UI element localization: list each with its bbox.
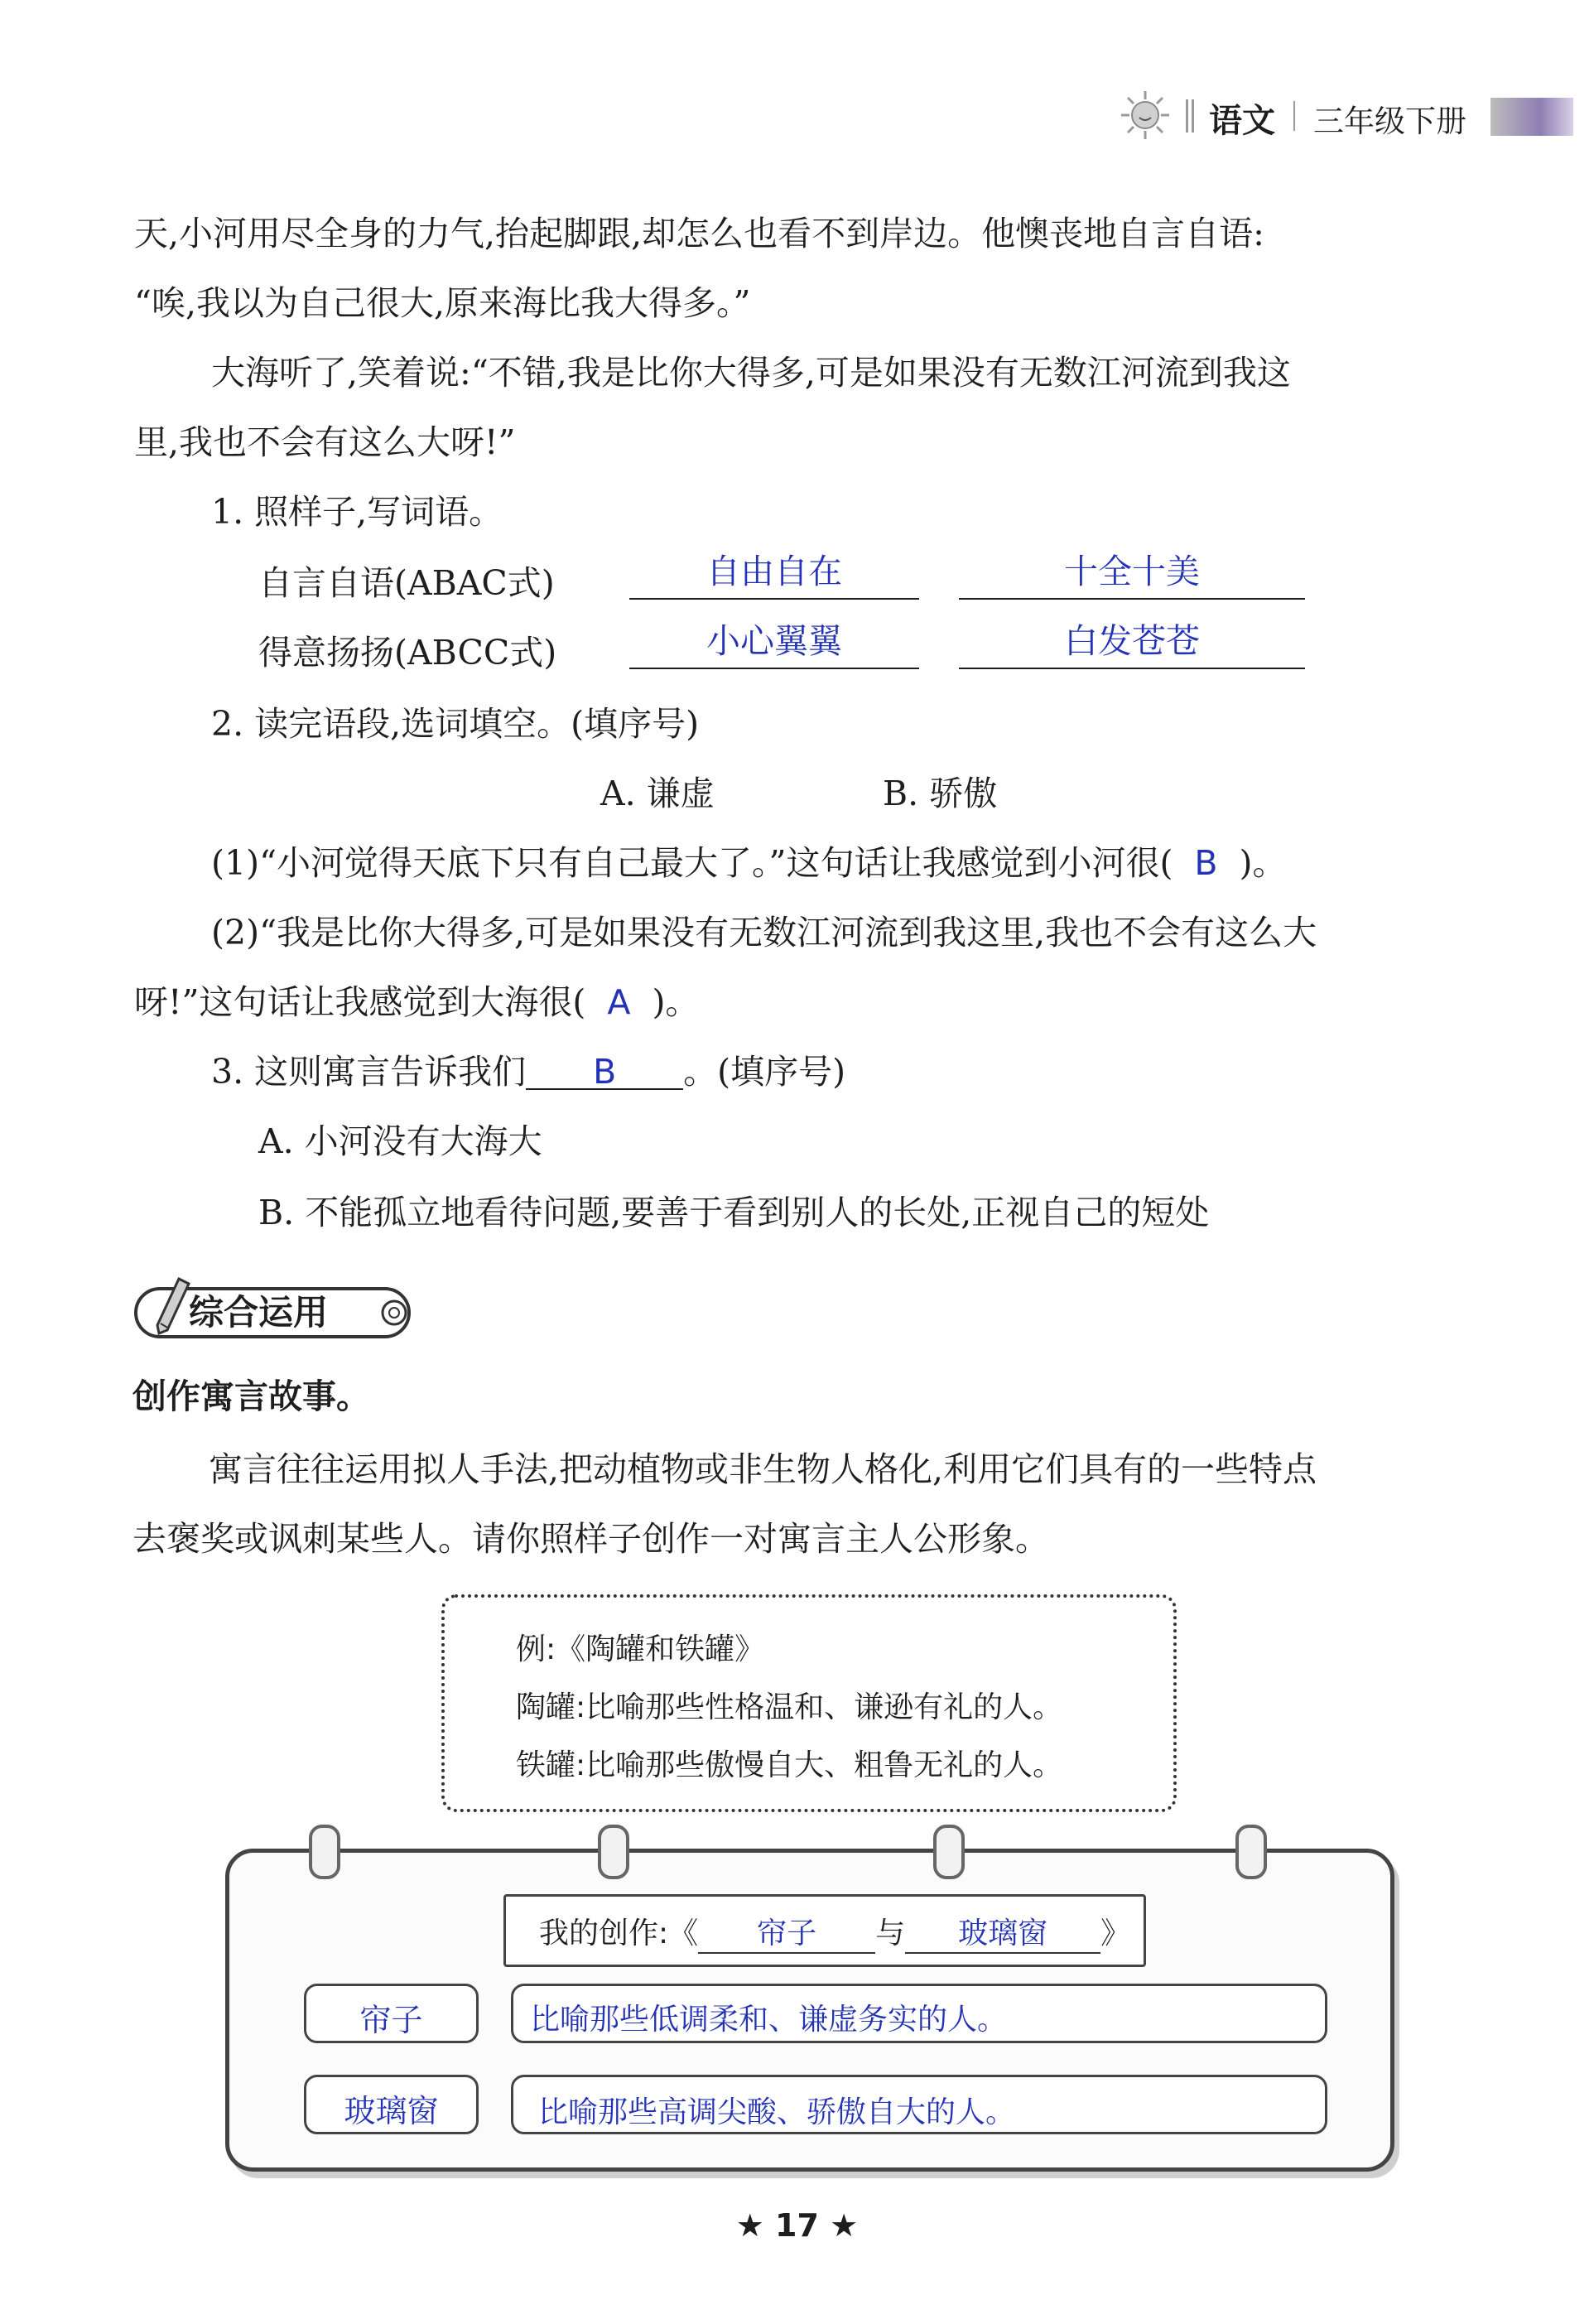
q2-sub2-line: (2)“我是比你大得多,可是如果没有无数江河流到我这里,我也不会有这么大 — [211, 913, 1317, 952]
q3-option-a: A. 小河没有大海大 — [258, 1121, 542, 1161]
subject-label: 语文 — [1209, 102, 1275, 140]
answer-text: A — [607, 982, 631, 1022]
character-description: 比喻那些低调柔和、谦虚务实的人。 — [530, 2003, 1008, 2037]
section-title: 综合运用 — [189, 1292, 329, 1333]
example-title: 例:《陶罐和铁罐》 — [516, 1632, 765, 1666]
answer-line — [959, 598, 1305, 600]
answer-text: 玻璃窗 — [905, 1910, 1100, 1954]
q2-option-a: A. 谦虚 — [600, 774, 715, 813]
q3-prompt — [211, 1052, 845, 1092]
answer-text: 十全十美 — [1064, 552, 1200, 591]
section-banner — [132, 1275, 418, 1343]
q2-sub1-text: (1)“小河觉得天底下只有自己最大了。”这句话让我感觉到小河很( — [211, 843, 1173, 883]
character-box — [304, 2075, 479, 2134]
creation-label: 我的创作:《 — [539, 1917, 699, 1950]
character-name: 帘子 — [359, 2002, 423, 2038]
q2-sub2 — [134, 982, 699, 1022]
page-footer — [0, 2207, 1594, 2244]
q3-prompt-end: 。(填序号) — [683, 1052, 846, 1092]
q2-sub2-text: 呀!”这句话让我感觉到大海很( — [134, 982, 586, 1022]
creation-title-box — [503, 1894, 1146, 1967]
passage-line: 大海听了,笑着说:“不错,我是比你大得多,可是如果没有无数江河流到我这 — [211, 353, 1291, 393]
header-divider — [1293, 101, 1295, 131]
description-box — [511, 2075, 1327, 2134]
header-accent-bar — [1490, 98, 1573, 136]
answer-text: 小心翼翼 — [706, 621, 842, 661]
example-line: 铁罐:比喻那些傲慢自大、粗鲁无礼的人。 — [516, 1748, 1063, 1782]
answer-line — [629, 598, 919, 600]
page-number: 17 — [775, 2207, 819, 2244]
creation-close: 》 — [1100, 1917, 1131, 1950]
q1-row1-label: 自言自语(ABAC式) — [258, 563, 555, 603]
star-icon: ★ — [818, 2207, 859, 2244]
q1-row2-label: 得意扬扬(ABCC式) — [258, 633, 557, 673]
q2-sub1-end: )。 — [1239, 843, 1287, 883]
answer-text: B — [526, 1055, 683, 1090]
binder-ring — [309, 1825, 340, 1879]
section-intro: 寓言往往运用拟人手法,把动植物或非生物人格化,利用它们具有的一些特点 — [209, 1449, 1317, 1489]
answer-text: 白发苍苍 — [1064, 621, 1200, 661]
section-intro: 去褒奖或讽刺某些人。请你照样子创作一对寓言主人公形象。 — [132, 1519, 1049, 1559]
creation-notebook — [225, 1849, 1394, 2172]
example-box — [441, 1594, 1177, 1812]
q2-option-b: B. 骄傲 — [883, 774, 998, 813]
passage-line: 天,小河用尽全身的力气,抬起脚跟,却怎么也看不到岸边。他懊丧地自言自语: — [134, 214, 1264, 253]
creation-title — [539, 1910, 1130, 1954]
sun-icon — [1120, 89, 1171, 141]
answer-line — [629, 668, 919, 669]
answer-line — [959, 668, 1305, 669]
creation-connector: 与 — [875, 1917, 906, 1950]
passage-line: “唉,我以为自己很大,原来海比我大得多。” — [134, 283, 751, 323]
answer-text: 帘子 — [698, 1910, 875, 1954]
q3-prompt-start: 3. 这则寓言告诉我们 — [211, 1052, 527, 1092]
description-box — [511, 1984, 1327, 2043]
binder-ring — [1235, 1825, 1267, 1879]
header-divider — [1186, 99, 1194, 133]
passage-line: 里,我也不会有这么大呀!” — [134, 422, 516, 462]
answer-text: 自由自在 — [706, 552, 842, 591]
character-box — [304, 1984, 479, 2043]
q2-sub1 — [211, 843, 1287, 883]
q3-option-b: B. 不能孤立地看待问题,要善于看到别人的长处,正视自己的短处 — [258, 1193, 1210, 1232]
pencil-icon — [149, 1275, 192, 1338]
q2-sub2-end: )。 — [652, 982, 700, 1022]
character-description: 比喻那些高调尖酸、骄傲自大的人。 — [538, 2095, 1016, 2129]
q1-prompt: 1. 照样子,写词语。 — [211, 492, 503, 532]
q2-prompt: 2. 读完语段,选词填空。(填序号) — [211, 704, 700, 744]
example-line: 陶罐:比喻那些性格温和、谦逊有礼的人。 — [516, 1690, 1063, 1724]
section-heading: 创作寓言故事。 — [132, 1377, 370, 1416]
answer-text: B — [1194, 843, 1218, 883]
binder-ring — [933, 1825, 965, 1879]
star-icon: ★ — [735, 2207, 776, 2244]
character-name: 玻璃窗 — [344, 2093, 439, 2129]
binder-ring — [598, 1825, 629, 1879]
grade-label: 三年级下册 — [1313, 104, 1466, 139]
